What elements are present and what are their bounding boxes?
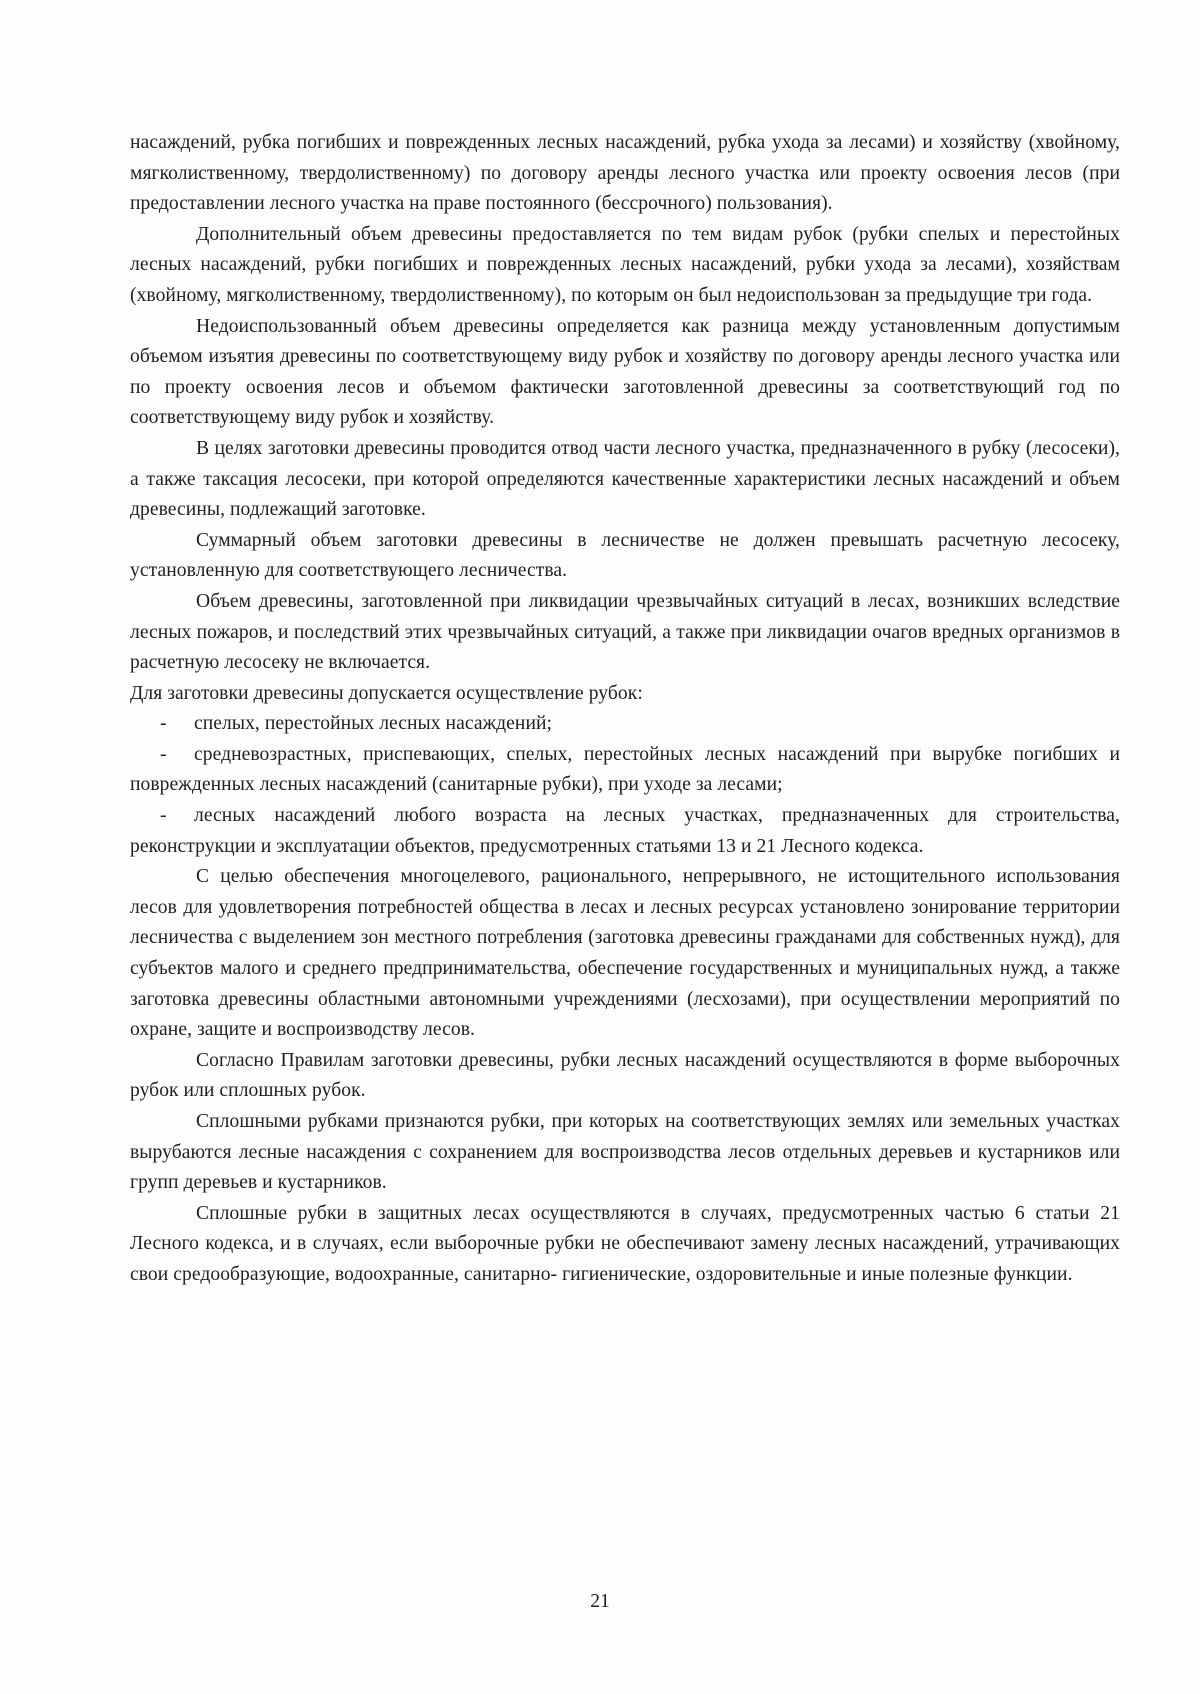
list-item	[130, 740, 1120, 801]
list-item-text: лесных насаждений любого возраста на лесных участках, предназначенных для строительства, реконструкции и эксплуатации объектов, предусмотренных статьями 13 и 21 Лесного кодекса.	[130, 805, 1120, 857]
paragraph: Объем древесины, заготовленной при ликвидации чрезвычайных ситуаций в лесах, возникших вследствие лесных пожаров, и последствий этих чрезвычайных ситуаций, а также при ликвидации очагов вредных организмов в расчетную лесосеку не включается.	[130, 590, 1120, 674]
list-marker: -	[160, 805, 167, 827]
list-marker: -	[160, 743, 167, 765]
paragraph: Суммарный объем заготовки древесины в лесничестве не должен превышать расчетную лесосеку, установленную для соответствующего лесничества.	[130, 529, 1120, 582]
list-item-text: средневозрастных, приспевающих, спелых, перестойных лесных насаждений при вырубке погибших и поврежденных лесных насаждений (санитарные рубки), при уходе за лесами;	[130, 743, 1120, 796]
paragraph: Сплошные рубки в защитных лесах осуществляются в случаях, предусмотренных частью 6 статьи 21 Лесного кодекса, и в случаях, если выборочные рубки не обеспечивают замену лесных насаждений, утрачивающих свои средообразующие, водоохранные, санитарно- гигиенические, оздоровительные и иные полезные функции.	[130, 1202, 1120, 1285]
list-marker: -	[160, 713, 167, 735]
body-text	[130, 128, 1120, 1291]
paragraph: Сплошными рубками признаются рубки, при которых на соответствующих землях или земельных участках вырубаются лесные насаждения с сохранением для воспроизводства лесов отдельных деревьев и кустарников или групп деревьев и кустарников.	[130, 1111, 1120, 1194]
paragraph: Согласно Правилам заготовки древесины, рубки лесных насаждений осуществляются в форме выборочных рубок или сплошных рубок.	[130, 1049, 1120, 1102]
paragraph-continuation: насаждений, рубка погибших и поврежденных лесных насаждений, рубка ухода за лесами) и хозяйству (хвойному, мягколиственному, твердолиственному) по договору аренды лесного участка или проекту освоения лесов (при предоставлении лесного участка на праве постоянного (бессрочного) пользования).	[130, 132, 1120, 215]
page-number: 21	[590, 1591, 610, 1612]
list-item	[130, 709, 1120, 740]
paragraph: В целях заготовки древесины проводится отвод части лесного участка, предназначенного в рубку (лесосеки), а также таксация лесосеки, при которой определяются качественные характеристики лесных насаждений и объем древесины, подлежащий заготовке.	[130, 437, 1120, 521]
list-item-text: спелых, перестойных лесных насаждений;	[194, 713, 553, 735]
paragraph: Недоиспользованный объем древесины определяется как разница между установленным допустимым объемом изъятия древесины по соответствующему виду рубок и хозяйству по договору аренды лесного участка или по проекту освоения лесов и объемом фактически заготовленной древесины за соответствующий год по соответствующему виду рубок и хозяйству.	[130, 315, 1120, 429]
list-intro: Для заготовки древесины допускается осуществление рубок:	[130, 682, 643, 704]
paragraph: С целью обеспечения многоцелевого, рационального, непрерывного, не истощительного использования лесов для удовлетворения потребностей общества в лесах и лесных ресурсах установлено зонирование территории лесничества с выделением зон местного потребления (заготовка древесины гражданами для собственных нужд), для субъектов малого и среднего предпринимательства, обеспечение государственных и муниципальных нужд, а также заготовка древесины областными автономными учреждениями (лесхозами), при осуществлении мероприятий по охране, защите и воспроизводству лесов.	[130, 866, 1120, 1041]
list-item	[130, 801, 1120, 862]
paragraph: Дополнительный объем древесины предоставляется по тем видам рубок (рубки спелых и перестойных лесных насаждений, рубки погибших и поврежденных лесных насаждений, рубки ухода за лесами), хозяйствам (хвойному, мягколиственному, твердолиственному), по которым он был недоиспользован за предыдущие три года.	[130, 223, 1120, 306]
